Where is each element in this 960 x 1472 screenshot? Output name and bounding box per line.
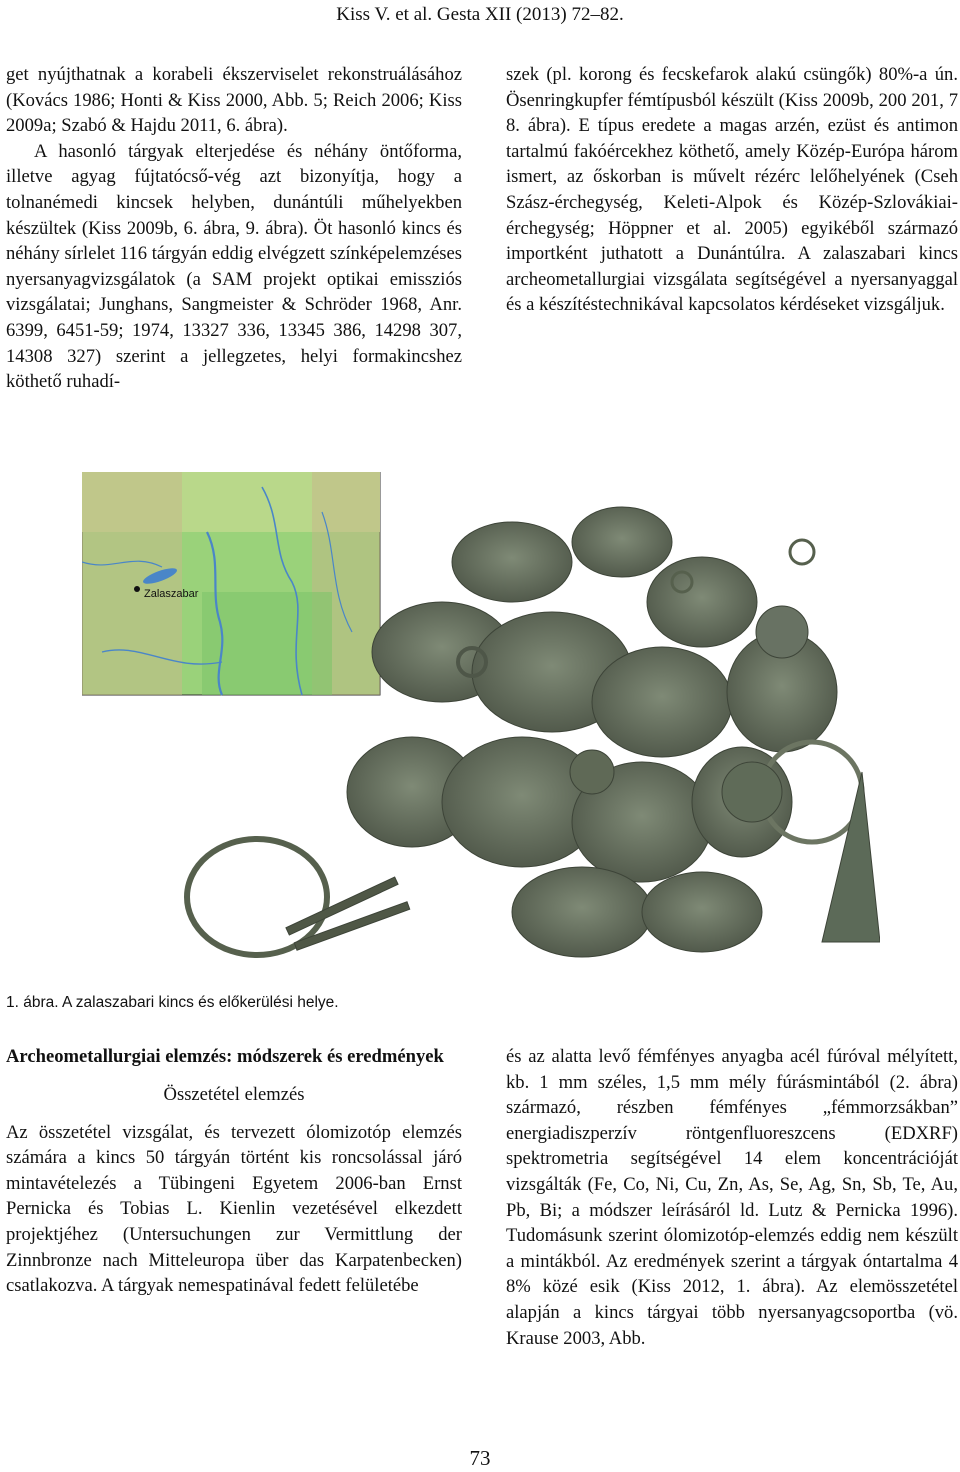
paragraph: A hasonló tárgyak elterjedése és néhány öntőforma, illetve agyag fújtatócső-vég azt bizonyítja, hogy a tolnanémedi kincsek helyben, dunántúli műhelyekben készültek (Kiss 2009b, 6. ábra, 9. ábra). Öt hasonló kincs és néhány sírlelet 116 tárgyán eddig elvégzett színképelemzéses nyersanyagvizsgálatok (a SAM projekt optikai emissziós vizsgálatai; Junghans, Sangmeister & Schröder 1968, Anr. 6399, 6451-59; 1974, 13327 336, 13345 386, 14298 307, 14308 327) szerint a jellegzetes, helyi formakincshez köthető ruhadí- bbox=[6, 140, 462, 393]
figure-1 bbox=[82, 472, 880, 966]
page-number: 73 bbox=[469, 1446, 491, 1470]
subsection-title: Összetétel elemzés bbox=[163, 1084, 305, 1105]
running-header: Kiss V. et al. Gesta XII (2013) 72–82. bbox=[336, 4, 624, 25]
paragraph: get nyújthatnak a korabeli ékszerviselet rekonstruálásához (Kovács 1986; Honti & Kiss 2000, Abb. 5; Reich 2006; Kiss 2009a; Szabó & Hajdu 2011, 6. ábra). bbox=[6, 64, 462, 137]
column-top-right bbox=[506, 62, 958, 318]
map-label: Zalaszabar bbox=[144, 588, 199, 600]
column-bottom-right bbox=[506, 1044, 958, 1351]
column-top-left bbox=[6, 62, 462, 395]
paragraph: szek (pl. korong és fecskefarok alakú csüngők) 80%-a ún. Ösenringkupfer fémtípusból készült (Kiss 2009b, 200 201, 7 8. ábra). E típus eredete a magas arzén, ezüst és antimon tartalmú fakóércekhez köthető, amely Közép-Európa három ismert, az őskorban is művelt rézérc lelőhelyének (Cseh Szász-érchegység, Keleti-Alpok és Közép-Szlovákiai-érchegység; Höppner et al. 2005) egyikéből származó importként juthatott a Dunántúlra. A zalaszabari kincs archeometallurgiai vizsgálata segítségével a nyersanyaggal és a készítéstechnikával kapcsolatos kérdéseket vizsgáljuk. bbox=[506, 64, 958, 316]
location-map bbox=[82, 472, 380, 695]
figure-caption: 1. ábra. A zalaszabari kincs és előkerülési helye. bbox=[6, 994, 339, 1011]
paragraph: és az alatta levő fémfényes anyagba acél fúróval mélyített, kb. 1 mm széles, 1,5 mm mély fúrásmintából (2. ábra) származó, részben fémfényes „fémmorzsákban” energiadiszperzív röntgenfluoreszcens (EDXRF) spektrometria segítségével 14 elem koncentrációját vizsgálták (Fe, Co, Ni, Cu, Zn, As, Se, Ag, Sn, Sb, Te, Au, Pb, Bi; a módszer leírásáról ld. Lutz & Pernicka 1996). Tudomásunk szerint ólomizotóp-elemzés eddig nem készült a mintákból. Az eredmények szerint a tárgyak óntartalma 4 8% közé esik (Kiss 2012, 1. ábra). Az elemösszetétel alapján a kincs tárgyai több nyersanyagcsoportba (vö. Krause 2003, Abb. bbox=[506, 1046, 958, 1349]
find-location-marker bbox=[134, 586, 140, 592]
figure-image bbox=[82, 472, 880, 966]
column-bottom-left bbox=[6, 1044, 462, 1299]
section-title: Archeometallurgiai elemzés: módszerek és eredmények bbox=[6, 1046, 444, 1067]
paragraph: Az összetétel vizsgálat, és tervezett ólomizotóp elemzés számára a kincs 50 tárgyán történt kis roncsolással járó mintavételezés a Tübingeni Egyetem 2006-ban Ernst Pernicka és Tobias L. Kienlin vezetésével elkezdett projektjéhez (Untersuchungen zur Vermittlung der Zinnbronze nach Mitteleuropa über das Karpatenbecken) csatlakozva. A tárgyak nemespatinával fedett felületébe bbox=[6, 1121, 462, 1297]
